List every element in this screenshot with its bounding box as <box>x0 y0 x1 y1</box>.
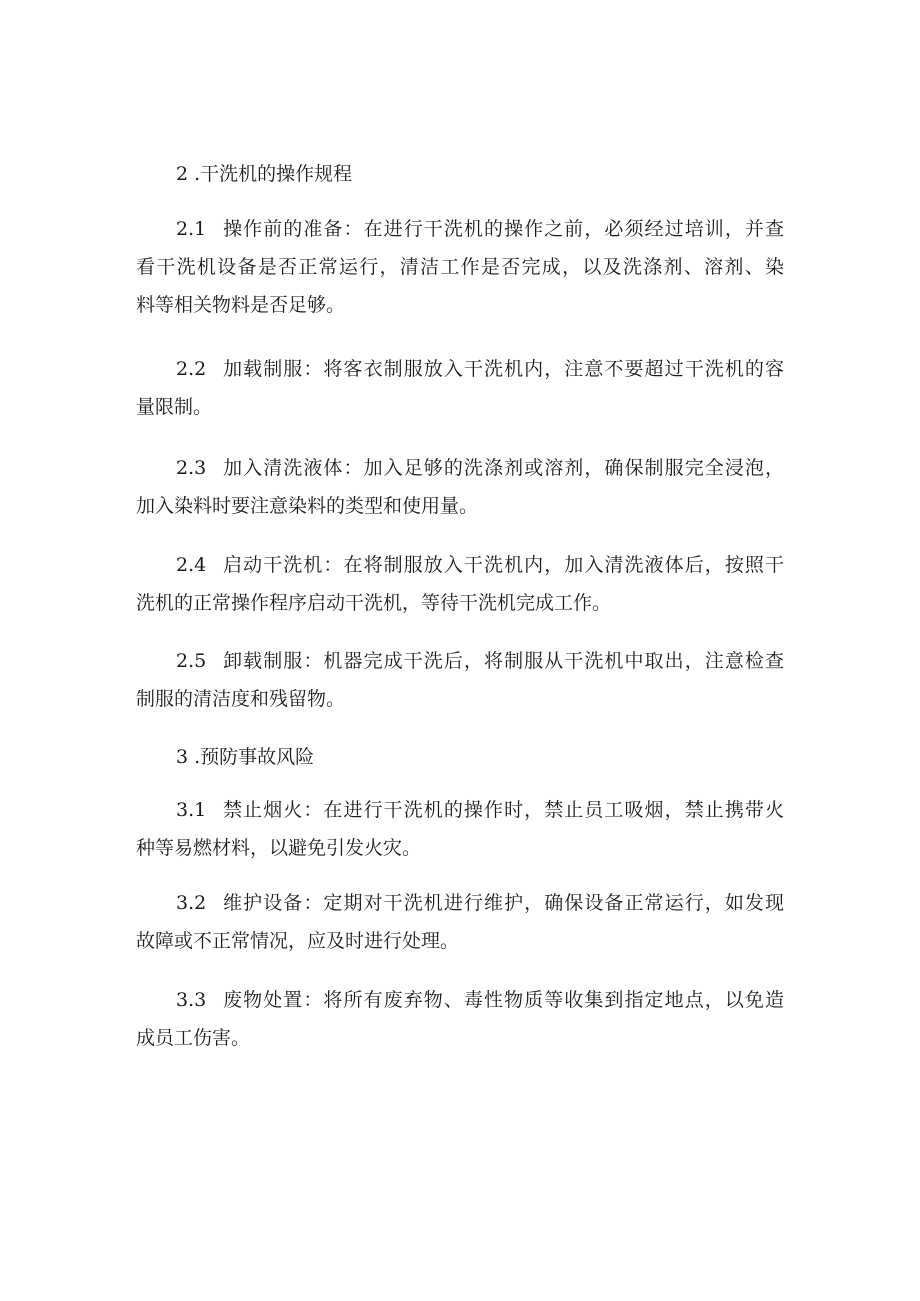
item-number: 2.1 <box>176 218 207 240</box>
paragraph-line: 成员工伤害。 <box>136 1027 251 1049</box>
paragraph-text: 操作前的准备：在进行干洗机的操作之前，必须经过培训，并查 <box>222 218 784 240</box>
paragraph-line: 制服的清洁度和残留物。 <box>136 688 346 710</box>
paragraph-line <box>136 642 784 680</box>
paragraph-text: 加入清洗液体：加入足够的洗涤剂或溶剂，确保制服完全浸泡， <box>222 457 784 479</box>
paragraph-line <box>136 210 784 248</box>
paragraph-text: 卸载制服：机器完成干洗后，将制服从干洗机中取出，注意检查 <box>222 650 784 672</box>
paragraph-line: 看干洗机设备是否正常运行，清洁工作是否完成，以及洗涤剂、溶剂、染 <box>136 256 784 278</box>
paragraph-2-3 <box>136 449 784 525</box>
paragraph-3-1 <box>136 791 784 867</box>
section-3-heading: 3 .预防事故风险 <box>176 746 315 768</box>
paragraph-text: 废物处置：将所有废弃物、毒性物质等收集到指定地点，以免造 <box>222 989 784 1011</box>
paragraph-line: 洗机的正常操作程序启动干洗机，等待干洗机完成工作。 <box>136 592 612 614</box>
item-number: 2.2 <box>176 358 207 380</box>
paragraph-line <box>136 884 784 922</box>
item-number: 3.2 <box>176 892 207 914</box>
paragraph-text: 禁止烟火：在进行干洗机的操作时，禁止员工吸烟，禁止携带火 <box>222 799 784 821</box>
paragraph-3-2 <box>136 884 784 960</box>
paragraph-text: 加载制服：将客衣制服放入干洗机内，注意不要超过干洗机的容 <box>222 358 784 380</box>
paragraph-2-4 <box>136 546 784 622</box>
paragraph-line: 量限制。 <box>136 396 213 418</box>
section-2-heading: 2 .干洗机的操作规程 <box>176 163 353 185</box>
item-number: 3.3 <box>176 989 207 1011</box>
paragraph-text: 启动干洗机：在将制服放入干洗机内，加入清洗液体后，按照干 <box>222 554 784 576</box>
paragraph-line: 种等易燃材料，以避免引发火灾。 <box>136 837 422 859</box>
item-number: 2.3 <box>176 457 207 479</box>
paragraph-line <box>136 449 784 487</box>
paragraph-line: 料等相关物料是否足够。 <box>136 294 346 316</box>
paragraph-line <box>136 350 784 388</box>
item-number: 2.5 <box>176 650 207 672</box>
item-number: 2.4 <box>176 554 207 576</box>
item-number: 3.1 <box>176 799 207 821</box>
paragraph-line: 故障或不正常情况，应及时进行处理。 <box>136 930 460 952</box>
paragraph-text: 维护设备：定期对干洗机进行维护，确保设备正常运行，如发现 <box>222 892 784 914</box>
paragraph-2-2 <box>136 350 784 426</box>
paragraph-line <box>136 791 784 829</box>
paragraph-3-3 <box>136 981 784 1057</box>
paragraph-2-1 <box>136 210 784 324</box>
paragraph-line <box>136 546 784 584</box>
paragraph-line: 加入染料时要注意染料的类型和使用量。 <box>136 495 479 517</box>
paragraph-line <box>136 981 784 1019</box>
paragraph-2-5 <box>136 642 784 718</box>
